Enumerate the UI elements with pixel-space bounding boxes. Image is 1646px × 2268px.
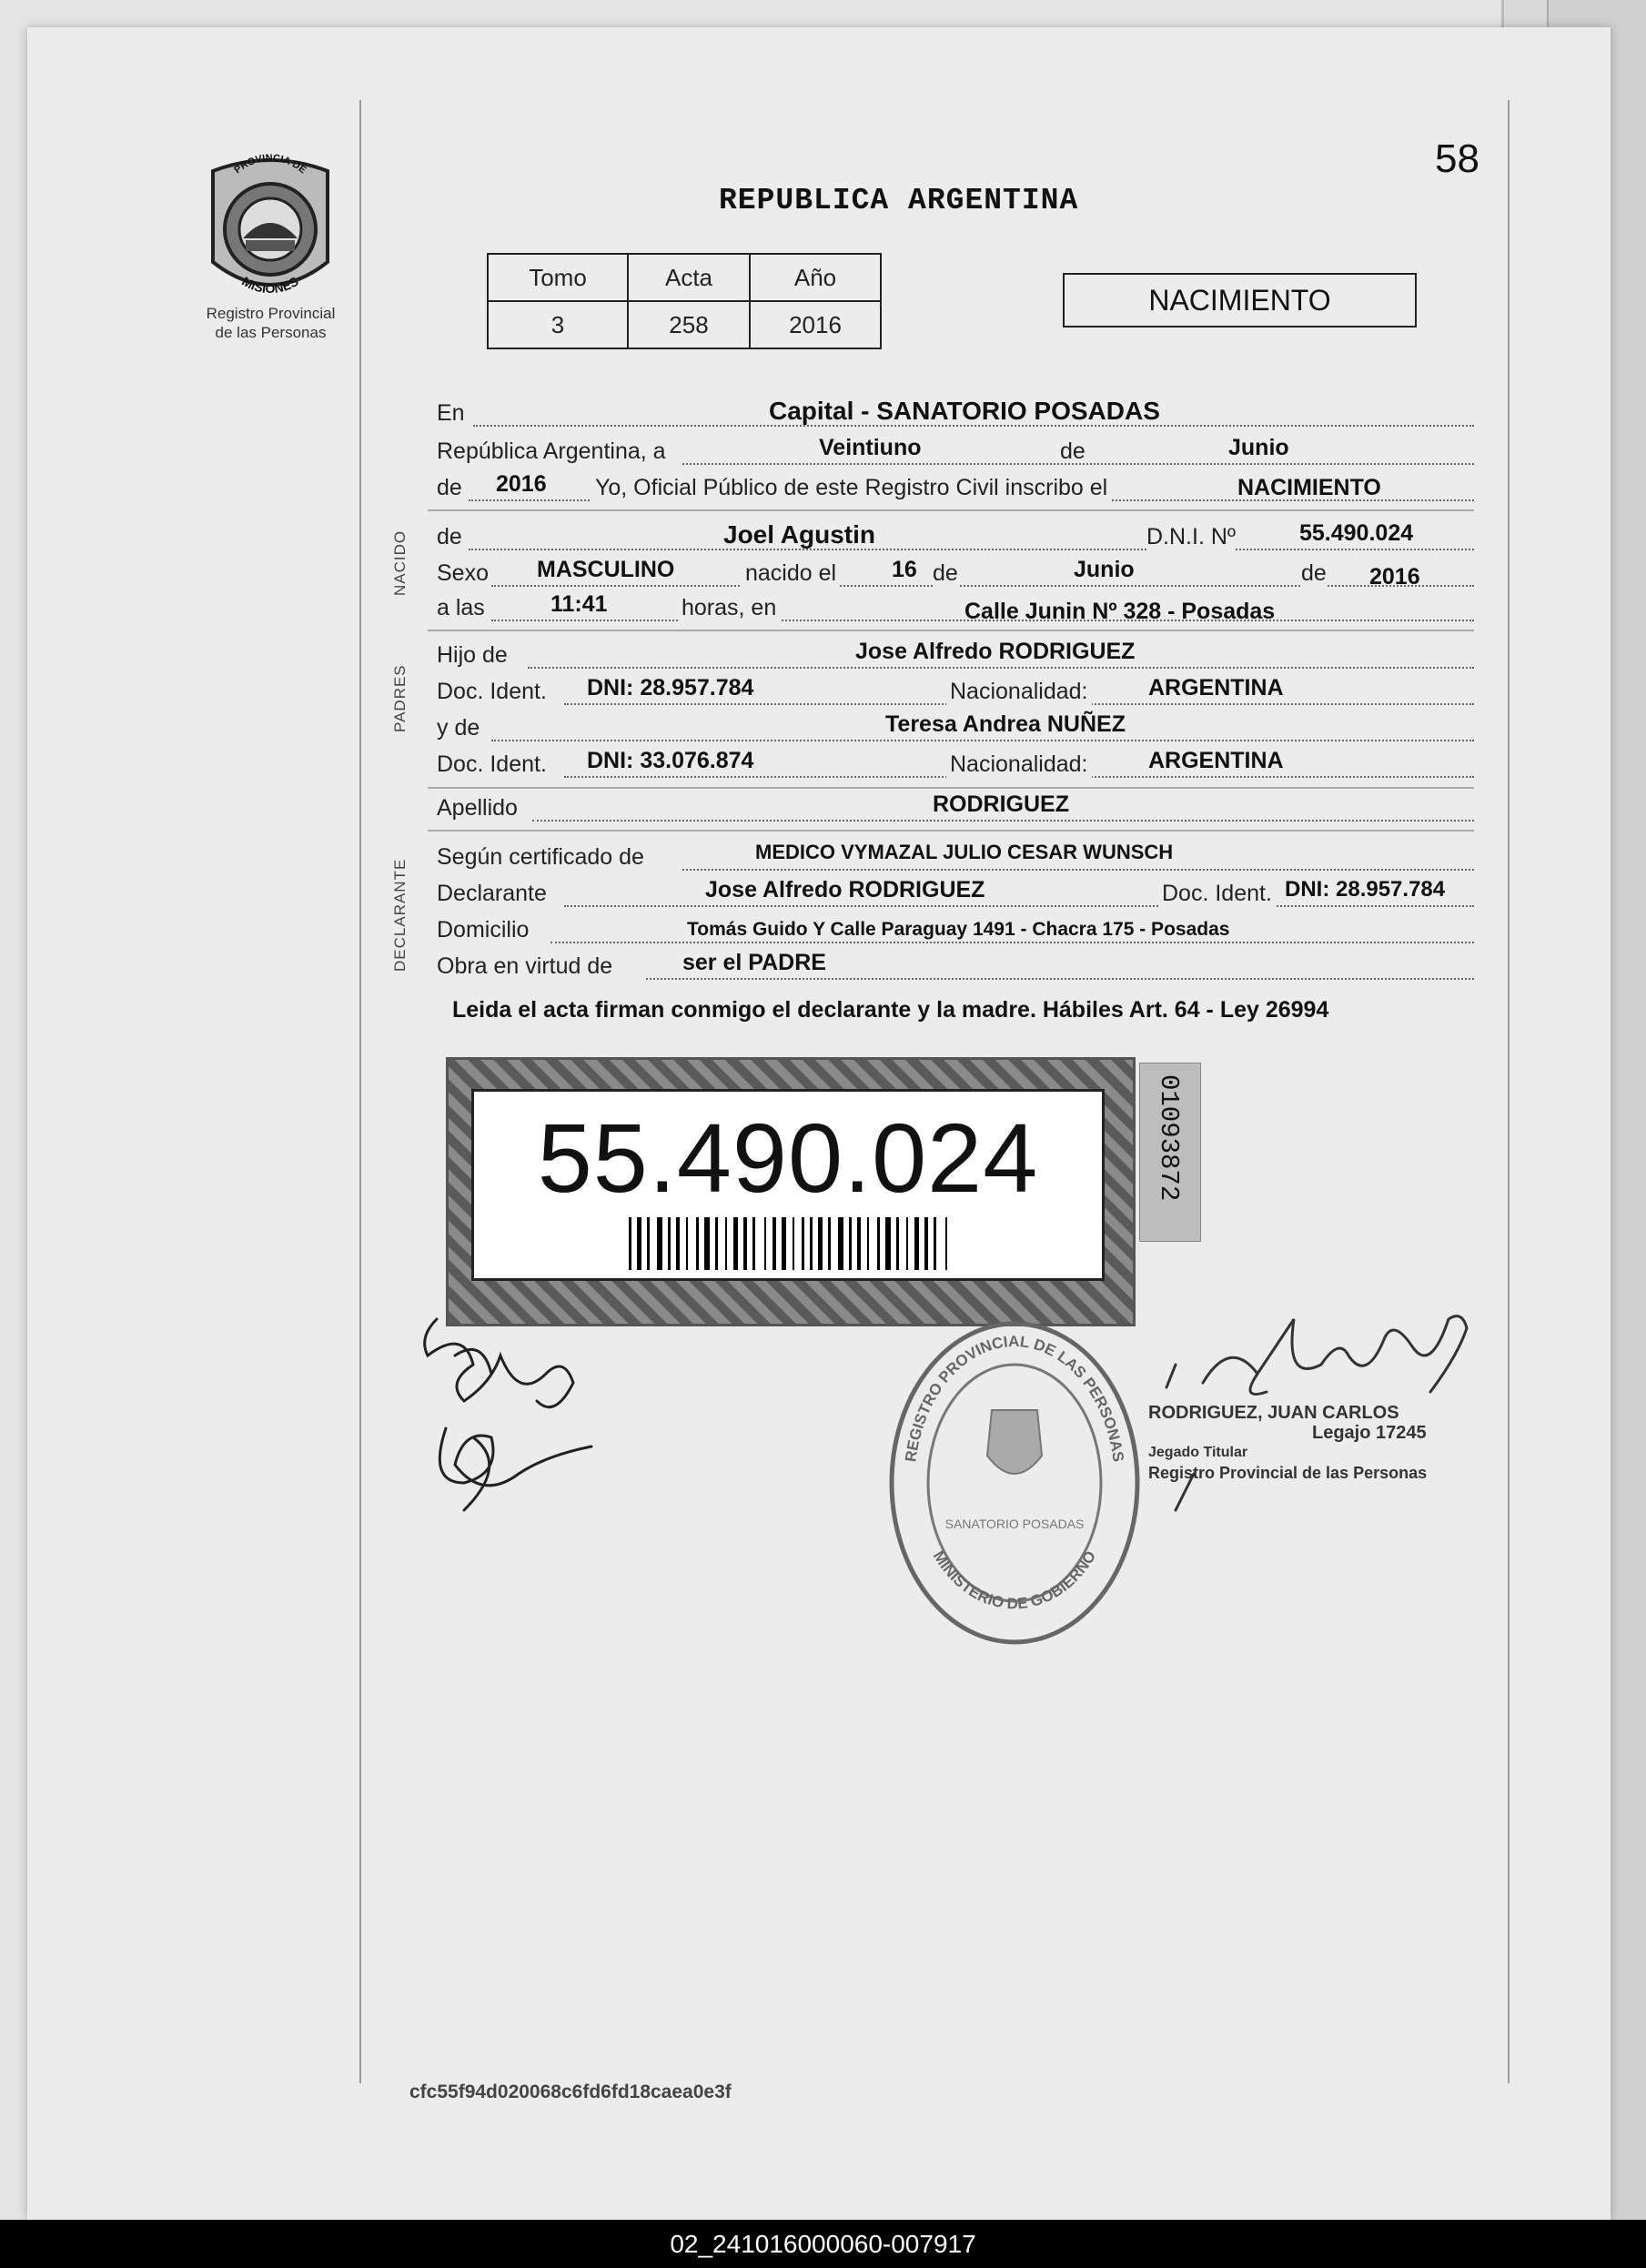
nacido-section-label: NACIDO (391, 529, 409, 596)
doc-ident-label-2: Doc. Ident. (437, 751, 547, 777)
row-declarant (437, 873, 1474, 910)
provincial-shield-logo (202, 153, 338, 298)
en-label: En (437, 400, 465, 426)
barcode-bar (885, 1217, 891, 1270)
surname-value: RODRIGUEZ (933, 791, 1069, 817)
barcode-bar (877, 1217, 880, 1270)
dotted-line (550, 941, 1474, 943)
barcode-bar (743, 1217, 747, 1270)
barcode-bar (647, 1217, 650, 1270)
certificado-label: Según certificado de (437, 844, 644, 870)
capacity-value: ser el PADRE (682, 950, 826, 975)
mother-name: Teresa Andrea NUÑEZ (885, 711, 1126, 737)
mother-doc: DNI: 33.076.874 (587, 748, 754, 773)
barcode-bar (838, 1217, 843, 1270)
barcode-bar (867, 1217, 869, 1270)
barcode-bar (924, 1217, 928, 1270)
horas-label: horas, en (678, 595, 780, 621)
reference-table (487, 253, 882, 349)
row-surname (437, 788, 1474, 824)
row-en (437, 393, 1474, 429)
record-type-box: NACIMIENTO (1063, 273, 1417, 328)
y-de-label: y de (437, 715, 480, 741)
row-mother-doc (437, 744, 1474, 781)
declarant-doc: DNI: 28.957.784 (1285, 877, 1446, 902)
nacionalidad-label-2: Nacionalidad: (946, 751, 1092, 778)
tomo-header: Tomo (488, 254, 628, 301)
inscribed-value: NACIMIENTO (1237, 475, 1381, 500)
registry-caption-line-1: Registro Provincial (206, 305, 336, 322)
barcode-bar (733, 1217, 738, 1270)
nacionalidad-label: Nacionalidad: (946, 679, 1092, 705)
dni-sticker (446, 1057, 1136, 1326)
serial-number: 01093872 (1154, 1074, 1184, 1202)
birth-day: 16 (892, 557, 917, 582)
dni-label: D.N.I. Nº (1146, 524, 1237, 549)
barcode-bar (782, 1217, 786, 1270)
row-time (437, 588, 1474, 624)
serial-strip (1139, 1063, 1201, 1242)
barcode-bar (818, 1217, 823, 1270)
oficial-text: Yo, Oficial Público de este Registro Civil inscribo el (591, 475, 1111, 501)
barcode-bar (686, 1217, 688, 1270)
sticker-dni-number: 55.490.024 (537, 1103, 1039, 1213)
address-value: Tomás Guido Y Calle Paraguay 1491 - Chacra 175 - Posadas (687, 919, 1230, 940)
barcode-bar (914, 1217, 919, 1270)
barcode-bar (764, 1217, 766, 1270)
barcode-bar (849, 1217, 852, 1270)
place-value: Capital - SANATORIO POSADAS (769, 397, 1160, 425)
official-seal (878, 1310, 1151, 1656)
barcode-bar (676, 1217, 680, 1270)
dotted-line (491, 584, 1474, 587)
barcode-bar (629, 1217, 631, 1270)
registry-caption-line-2: de las Personas (215, 324, 327, 341)
barcode (629, 1217, 956, 1270)
barcode-bar (810, 1217, 813, 1270)
row-certificate (437, 837, 1474, 873)
dotted-line (682, 868, 1474, 871)
dotted-line (491, 739, 1474, 741)
svg-text:MINISTERIO DE GOBIERNO (930, 1547, 1099, 1612)
declarante-section-label: DECLARANTE (391, 858, 409, 972)
dotted-line (469, 548, 1474, 550)
declarante-label: Declarante (437, 881, 547, 906)
obra-label: Obra en virtud de (437, 953, 613, 979)
barcode-bar (896, 1217, 899, 1270)
birth-year: 2016 (1369, 564, 1420, 590)
child-name: Joel Agustin (723, 520, 875, 549)
official-signature (1148, 1283, 1494, 1519)
apellido-label: Apellido (437, 795, 518, 821)
row-sex (437, 553, 1474, 590)
anio-value: 2016 (750, 301, 881, 348)
barcode-bar (704, 1217, 710, 1270)
section-divider (428, 830, 1474, 832)
section-divider (428, 630, 1474, 631)
seal-ring-bottom: MINISTERIO DE GOBIERNO (929, 1547, 1100, 1613)
barcode-bar (696, 1217, 699, 1270)
de-label-3: de (437, 524, 462, 549)
page-number: 58 (1435, 136, 1479, 181)
a-las-label: a las (437, 595, 485, 620)
barcode-bar (793, 1217, 794, 1270)
scan-footer: 02_241016000060-007917 (0, 2220, 1646, 2268)
barcode-bar (773, 1217, 776, 1270)
svg-text:PROVINCIA DE: PROVINCIA DE (232, 153, 308, 176)
republica-label: República Argentina, a (437, 438, 666, 464)
birth-time: 11:41 (550, 591, 608, 617)
barcode-bar (945, 1217, 947, 1270)
certificate-value: MEDICO VYMAZAL JULIO CESAR WUNSCH (755, 841, 1174, 863)
dotted-line (564, 904, 1474, 907)
barcode-bar (934, 1217, 936, 1270)
padres-section-label: PADRES (391, 664, 409, 732)
year-value: 2016 (496, 471, 547, 497)
barcode-bar (802, 1217, 804, 1270)
anio-header: Año (750, 254, 881, 301)
de-label-4: de (933, 560, 958, 586)
registry-caption (177, 304, 364, 342)
declarant-name: Jose Alfredo RODRIGUEZ (705, 877, 985, 902)
domicilio-label: Domicilio (437, 917, 530, 942)
father-nationality: ARGENTINA (1148, 675, 1284, 701)
dotted-line (532, 819, 1474, 822)
mother-nationality: ARGENTINA (1148, 748, 1284, 773)
seal-inner-text: SANATORIO POSADAS (944, 1517, 1085, 1531)
declarant-signature (409, 1301, 637, 1528)
barcode-bar (657, 1217, 662, 1270)
dni-sticker-label (471, 1089, 1105, 1281)
de-label-5: de (1301, 560, 1327, 586)
father-name: Jose Alfredo RODRIGUEZ (855, 639, 1136, 664)
birth-month: Junio (1074, 557, 1135, 582)
official-name: RODRIGUEZ, JUAN CARLOS (1148, 1403, 1399, 1423)
barcode-bar (906, 1217, 908, 1270)
day-value: Veintiuno (819, 435, 922, 460)
row-address (437, 910, 1474, 946)
de-label-2: de (437, 475, 462, 500)
row-inscription (437, 468, 1474, 504)
row-father (437, 635, 1474, 671)
sexo-value: MASCULINO (537, 557, 675, 582)
hijo-de-label: Hijo de (437, 642, 508, 668)
row-capacity (437, 946, 1474, 983)
document-hash: cfc55f94d020068c6fd6fd18caea0e3f (409, 2082, 732, 2102)
birth-place: Calle Junin Nº 328 - Posadas (964, 599, 1276, 624)
barcode-bar (637, 1217, 641, 1270)
barcode-bar (857, 1217, 861, 1270)
barcode-bar (725, 1217, 727, 1270)
dotted-line (646, 977, 1474, 980)
barcode-bar (828, 1217, 831, 1270)
decl-doc-label: Doc. Ident. (1158, 881, 1276, 907)
month-value: Junio (1228, 435, 1289, 460)
nacido-el-label: nacido el (742, 560, 840, 587)
doc-ident-label: Doc. Ident. (437, 679, 547, 704)
child-dni: 55.490.024 (1299, 520, 1414, 546)
svg-text:MISIONES: MISIONES (239, 273, 301, 297)
seal-ring-text: REGISTRO PROVINCIAL DE LAS PERSONAS (902, 1332, 1127, 1464)
legal-note: Leida el acta firman conmigo el declarante y la madre. Hábiles Art. 64 - Ley 26994 (452, 997, 1329, 1023)
sexo-label: Sexo (437, 560, 489, 586)
father-doc: DNI: 28.957.784 (587, 675, 754, 701)
barcode-bar (715, 1217, 718, 1270)
row-name (437, 517, 1474, 553)
barcode-bar (668, 1217, 671, 1270)
tomo-value: 3 (488, 301, 628, 348)
acta-header: Acta (628, 254, 750, 301)
official-stamp-text (1148, 1403, 1427, 1483)
barcode-bar (752, 1217, 755, 1270)
row-father-doc (437, 671, 1474, 708)
row-mother (437, 708, 1474, 744)
row-date (437, 431, 1474, 468)
de-label: de (1060, 438, 1086, 464)
acta-value: 258 (628, 301, 750, 348)
official-legajo: Legajo 17245 (1312, 1423, 1427, 1443)
dotted-line (528, 666, 1474, 669)
official-title: Jegado Titular (1148, 1445, 1248, 1460)
official-registry: Registro Provincial de las Personas (1148, 1464, 1428, 1482)
section-divider (428, 509, 1474, 511)
country-title: REPUBLICA ARGENTINA (719, 184, 1079, 217)
